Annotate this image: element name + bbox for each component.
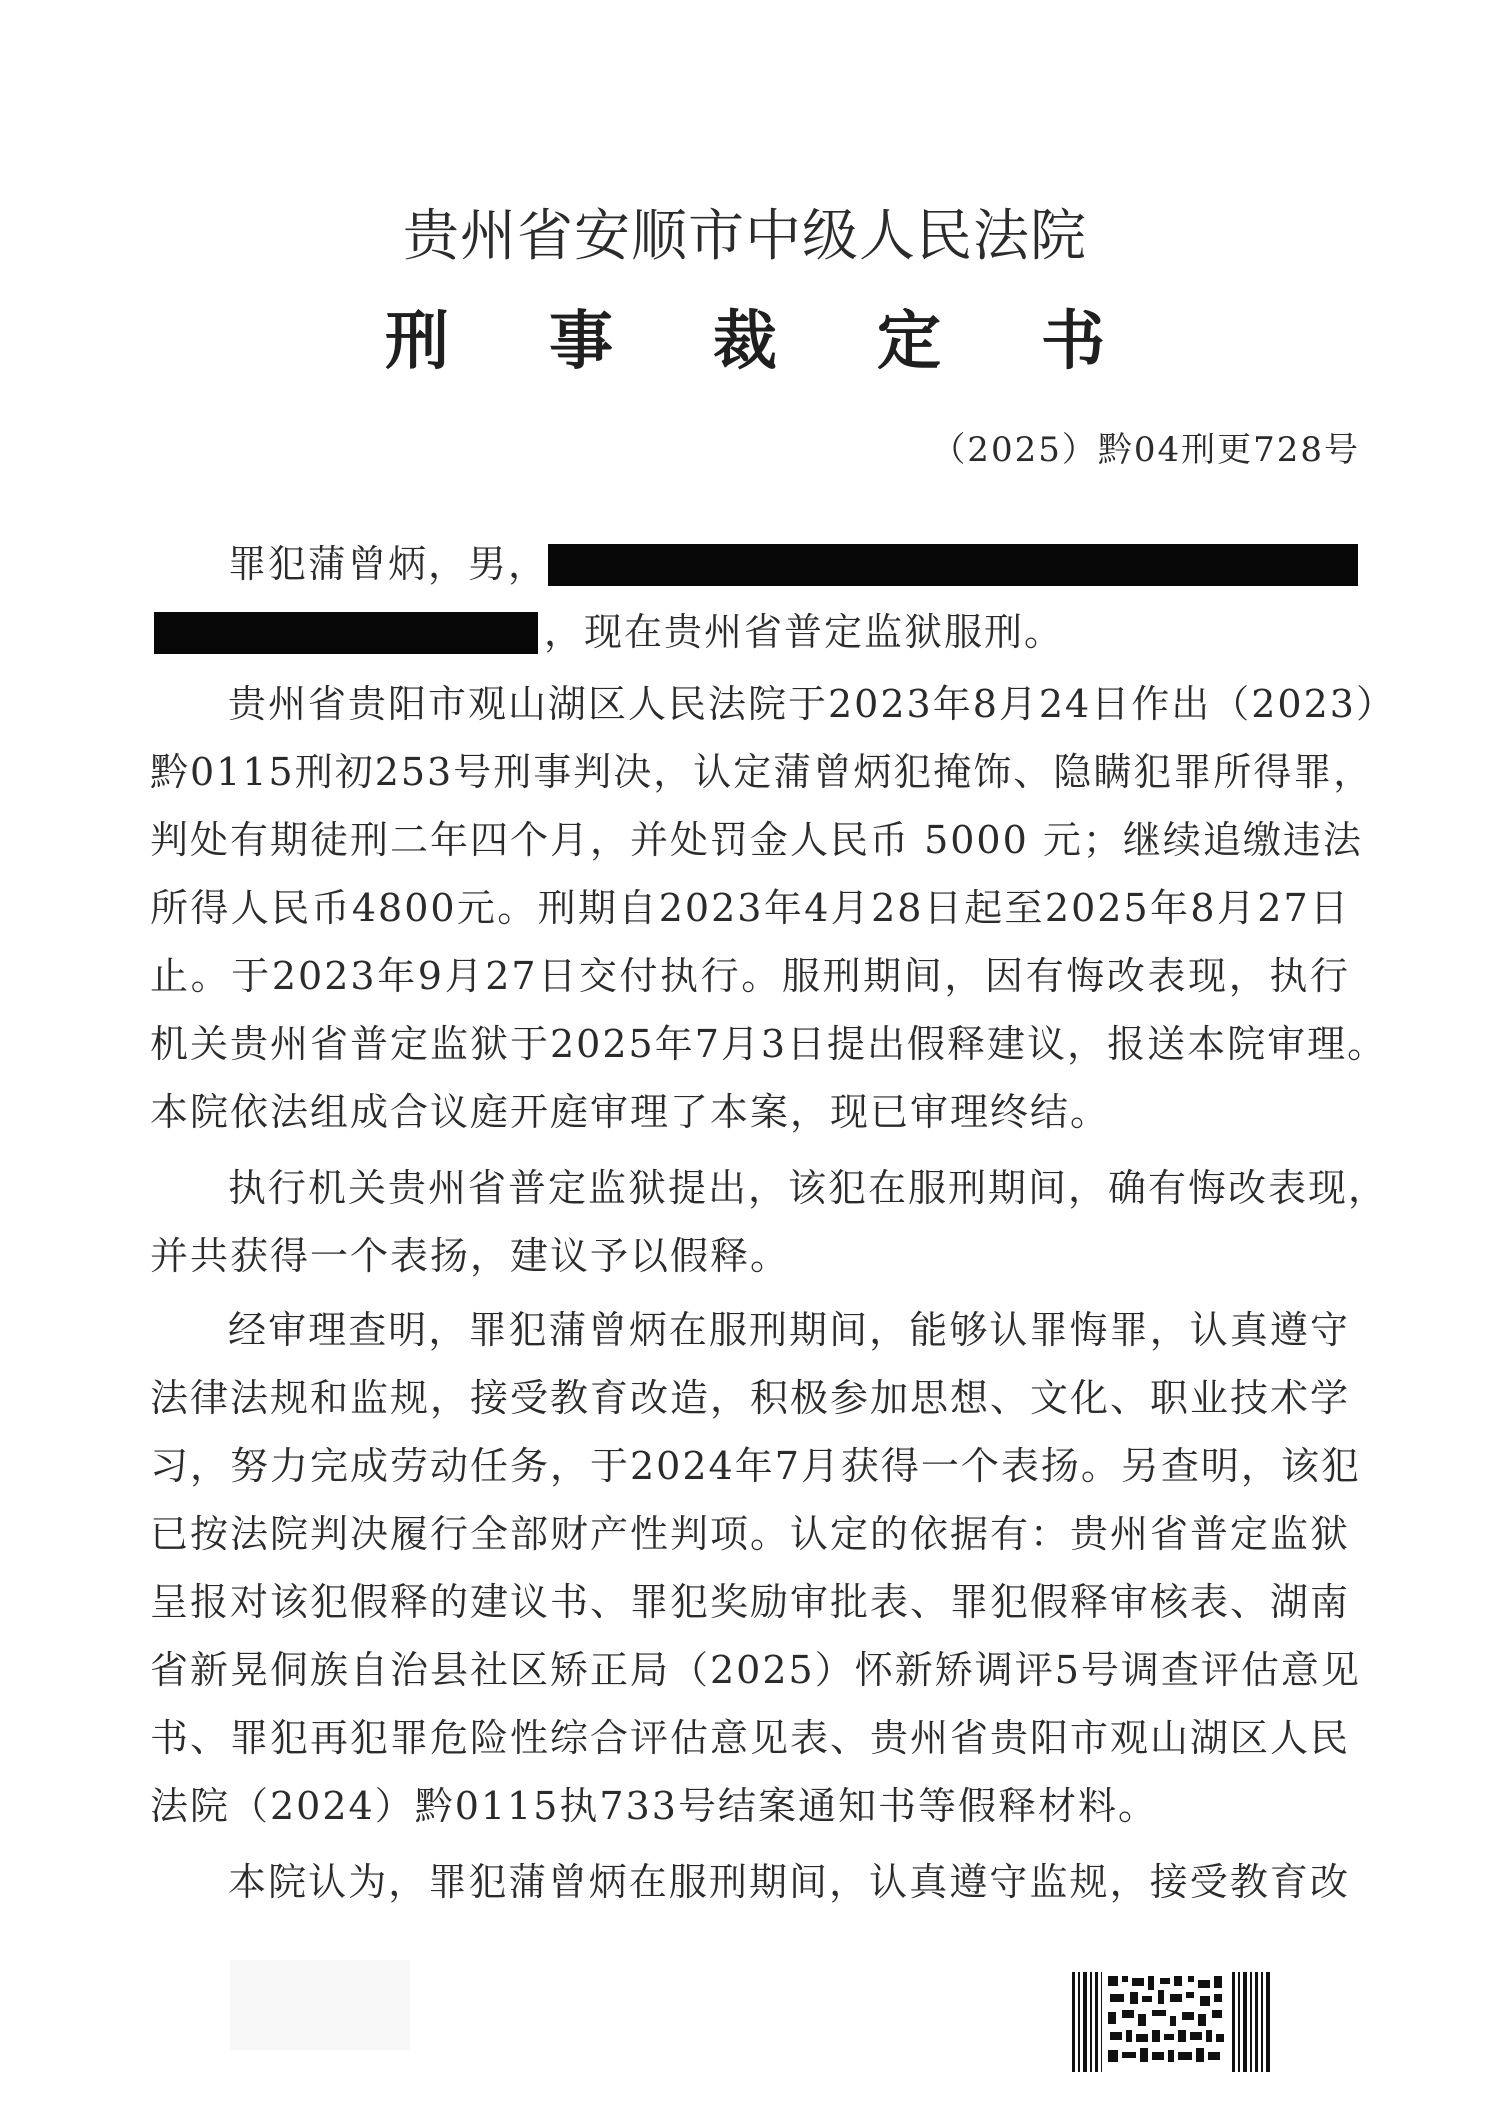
body-line-2: ，现在贵州省普定监狱服刑。 <box>544 610 1065 654</box>
body-line-13: 法律法规和监规，接受教育改造，积极参加思想、文化、职业技术学 <box>150 1376 1351 1420</box>
body-line-5: 判处有期徒刑二年四个月，并处罚金人民币 5000 元；继续追缴违法 <box>150 818 1363 862</box>
body-line-20: 本院认为，罪犯蒲曾炳在服刑期间，认真遵守监规，接受教育改 <box>228 1860 1350 1904</box>
body-line-17: 省新晃侗族自治县社区矫正局（2025）怀新矫调评5号调查评估意见 <box>150 1648 1361 1692</box>
bleed-through-mark <box>230 1960 410 2050</box>
body-line-12: 经审理查明，罪犯蒲曾炳在服刑期间，能够认罪悔罪，认真遵守 <box>228 1308 1350 1352</box>
body-line-11: 并共获得一个表扬，建议予以假释。 <box>150 1234 791 1278</box>
case-number: （2025）黔04刑更728号 <box>931 430 1360 470</box>
body-line-10: 执行机关贵州省普定监狱提出，该犯在服刑期间，确有悔改表现， <box>228 1166 1389 1210</box>
body-line-14: 习，努力完成劳动任务，于2024年7月获得一个表扬。另查明，该犯 <box>150 1444 1361 1488</box>
body-line-8: 机关贵州省普定监狱于2025年7月3日提出假释建议，报送本院审理。 <box>150 1022 1388 1066</box>
body-line-9: 本院依法组成合议庭开庭审理了本案，现已审理终结。 <box>150 1090 1111 1134</box>
body-line-4: 黔0115刑初253号刑事判决，认定蒲曾炳犯掩饰、隐瞒犯罪所得罪， <box>150 750 1374 794</box>
body-line-3: 贵州省贵阳市观山湖区人民法院于2023年8月24日作出（2023） <box>228 682 1396 726</box>
barcode-qr-code <box>1072 1972 1272 2072</box>
body-line-16: 呈报对该犯假释的建议书、罪犯奖励审批表、罪犯假释审核表、湖南 <box>150 1580 1351 1624</box>
court-name: 贵州省安顺市中级人民法院 <box>403 204 1087 269</box>
body-line-1: 罪犯蒲曾炳，男， <box>228 542 549 586</box>
body-line-6: 所得人民币4800元。刑期自2023年4月28日起至2025年8月27日 <box>150 886 1350 930</box>
redaction-bar <box>154 612 538 654</box>
body-line-19: 法院（2024）黔0115执733号结案通知书等假释材料。 <box>150 1784 1158 1828</box>
body-line-15: 已按法院判决履行全部财产性判项。认定的依据有：贵州省普定监狱 <box>150 1512 1351 1556</box>
body-line-7: 止。于2023年9月27日交付执行。服刑期间，因有悔改表现，执行 <box>150 954 1350 998</box>
document-type-title: 刑事裁定书 <box>385 304 1205 379</box>
redaction-bar <box>548 544 1358 586</box>
body-line-18: 书、罪犯再犯罪危险性综合评估意见表、贵州省贵阳市观山湖区人民 <box>150 1716 1351 1760</box>
